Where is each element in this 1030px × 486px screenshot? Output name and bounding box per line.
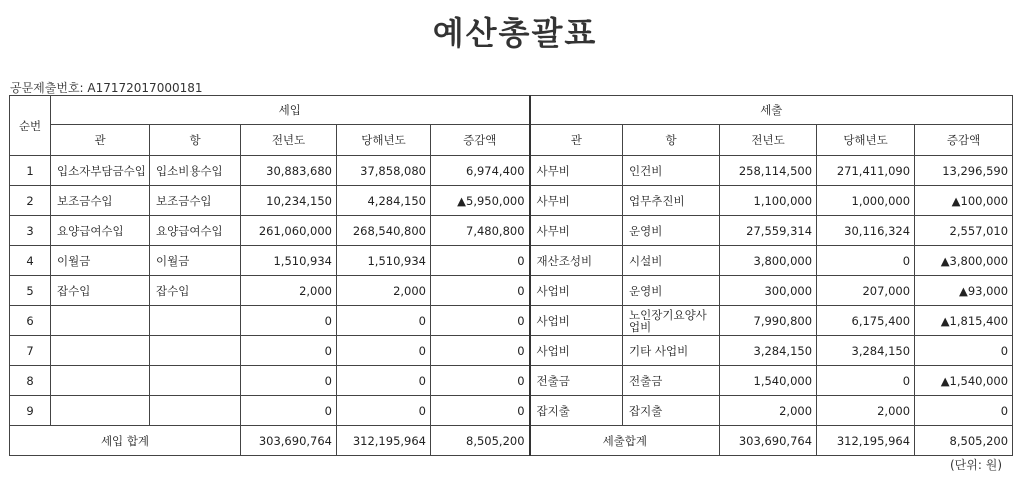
revenue-gwan [51, 366, 150, 396]
row-seq: 7 [10, 336, 51, 366]
revenue-hang: 이월금 [150, 246, 241, 276]
table-row [10, 276, 1013, 306]
revenue-gwan [51, 306, 150, 336]
revenue-change: 0 [431, 276, 530, 306]
expense-change: ▲93,000 [915, 276, 1013, 306]
revenue-change: ▲5,950,000 [431, 186, 530, 216]
revenue-gwan [51, 396, 150, 426]
revenue-curr: 1,510,934 [337, 246, 431, 276]
expense-gwan: 재산조성비 [530, 246, 623, 276]
budget-summary-table [9, 95, 1013, 456]
row-seq: 1 [10, 156, 51, 186]
expense-change: 2,557,010 [915, 216, 1013, 246]
expense-prev: 3,284,150 [720, 336, 817, 366]
header-expense-hang: 항 [623, 125, 720, 156]
expense-change: ▲1,540,000 [915, 366, 1013, 396]
expense-total-curr: 312,195,964 [817, 426, 915, 456]
expense-change: 0 [915, 336, 1013, 366]
revenue-curr: 2,000 [337, 276, 431, 306]
header-expense-curr-year: 당해년도 [817, 125, 915, 156]
revenue-gwan: 요양급여수입 [51, 216, 150, 246]
table-row [10, 216, 1013, 246]
row-seq: 5 [10, 276, 51, 306]
expense-curr: 2,000 [817, 396, 915, 426]
revenue-change: 6,974,400 [431, 156, 530, 186]
expense-prev: 2,000 [720, 396, 817, 426]
header-expense-prev-year: 전년도 [720, 125, 817, 156]
revenue-change: 7,480,800 [431, 216, 530, 246]
expense-prev: 27,559,314 [720, 216, 817, 246]
header-revenue-hang: 항 [150, 125, 241, 156]
revenue-prev: 10,234,150 [241, 186, 337, 216]
revenue-hang [150, 336, 241, 366]
revenue-hang [150, 396, 241, 426]
expense-total-label: 세출합계 [530, 426, 720, 456]
expense-prev: 7,990,800 [720, 306, 817, 336]
revenue-hang: 보조금수입 [150, 186, 241, 216]
revenue-total-curr: 312,195,964 [337, 426, 431, 456]
expense-hang: 업무추진비 [623, 186, 720, 216]
expense-prev: 3,800,000 [720, 246, 817, 276]
table-row [10, 396, 1013, 426]
revenue-total-label: 세입 합계 [10, 426, 241, 456]
header-revenue-curr-year: 당해년도 [337, 125, 431, 156]
expense-curr: 271,411,090 [817, 156, 915, 186]
revenue-hang: 잡수입 [150, 276, 241, 306]
revenue-prev: 0 [241, 366, 337, 396]
table-row [10, 186, 1013, 216]
expense-hang: 운영비 [623, 216, 720, 246]
revenue-curr: 0 [337, 306, 431, 336]
expense-change: 0 [915, 396, 1013, 426]
expense-change: 13,296,590 [915, 156, 1013, 186]
table-row [10, 246, 1013, 276]
header-expense-change: 증감액 [915, 125, 1013, 156]
header-expense-gwan: 관 [530, 125, 623, 156]
revenue-hang [150, 366, 241, 396]
revenue-hang: 입소비용수입 [150, 156, 241, 186]
table-row [10, 366, 1013, 396]
page-title: 예산총괄표 [432, 14, 598, 52]
expense-curr: 0 [817, 246, 915, 276]
revenue-curr: 4,284,150 [337, 186, 431, 216]
expense-hang: 노인장기요양사업비 [623, 306, 720, 336]
expense-hang: 전출금 [623, 366, 720, 396]
revenue-gwan: 잡수입 [51, 276, 150, 306]
revenue-curr: 0 [337, 336, 431, 366]
revenue-prev: 1,510,934 [241, 246, 337, 276]
expense-hang: 기타 사업비 [623, 336, 720, 366]
expense-gwan: 사무비 [530, 186, 623, 216]
revenue-change: 0 [431, 336, 530, 366]
header-revenue-prev-year: 전년도 [241, 125, 337, 156]
expense-total-change: 8,505,200 [915, 426, 1013, 456]
header-revenue-change: 증감액 [431, 125, 530, 156]
revenue-gwan: 이월금 [51, 246, 150, 276]
expense-gwan: 사업비 [530, 306, 623, 336]
expense-curr: 3,284,150 [817, 336, 915, 366]
revenue-change: 0 [431, 396, 530, 426]
revenue-total-change: 8,505,200 [431, 426, 530, 456]
expense-hang: 인건비 [623, 156, 720, 186]
revenue-hang [150, 306, 241, 336]
expense-curr: 1,000,000 [817, 186, 915, 216]
expense-gwan: 사업비 [530, 276, 623, 306]
revenue-gwan [51, 336, 150, 366]
row-seq: 3 [10, 216, 51, 246]
row-seq: 8 [10, 366, 51, 396]
unit-note: (단위: 원) [950, 458, 1002, 472]
table-row [10, 336, 1013, 366]
expense-curr: 207,000 [817, 276, 915, 306]
document-number: 공문제출번호: A17172017000181 [10, 81, 203, 95]
expense-prev: 1,540,000 [720, 366, 817, 396]
expense-hang: 잡지출 [623, 396, 720, 426]
row-seq: 2 [10, 186, 51, 216]
revenue-prev: 0 [241, 336, 337, 366]
table-body [10, 156, 1013, 426]
expense-change: ▲1,815,400 [915, 306, 1013, 336]
header-expense: 세출 [530, 96, 1013, 125]
revenue-prev: 0 [241, 306, 337, 336]
expense-gwan: 전출금 [530, 366, 623, 396]
expense-gwan: 사무비 [530, 216, 623, 246]
revenue-curr: 37,858,080 [337, 156, 431, 186]
row-seq: 4 [10, 246, 51, 276]
revenue-prev: 261,060,000 [241, 216, 337, 246]
revenue-change: 0 [431, 246, 530, 276]
revenue-prev: 0 [241, 396, 337, 426]
expense-change: ▲100,000 [915, 186, 1013, 216]
totals-row [10, 426, 1013, 456]
revenue-total-prev: 303,690,764 [241, 426, 337, 456]
header-revenue-gwan: 관 [51, 125, 150, 156]
row-seq: 6 [10, 306, 51, 336]
table-row [10, 306, 1013, 336]
expense-hang: 시설비 [623, 246, 720, 276]
revenue-change: 0 [431, 306, 530, 336]
revenue-change: 0 [431, 366, 530, 396]
table-row [10, 156, 1013, 186]
expense-prev: 1,100,000 [720, 186, 817, 216]
expense-gwan: 사업비 [530, 336, 623, 366]
expense-total-prev: 303,690,764 [720, 426, 817, 456]
revenue-prev: 30,883,680 [241, 156, 337, 186]
expense-hang: 운영비 [623, 276, 720, 306]
expense-prev: 258,114,500 [720, 156, 817, 186]
header-seq: 순번 [10, 96, 51, 156]
revenue-gwan: 입소자부담금수입 [51, 156, 150, 186]
expense-gwan: 사무비 [530, 156, 623, 186]
expense-curr: 0 [817, 366, 915, 396]
expense-curr: 6,175,400 [817, 306, 915, 336]
expense-curr: 30,116,324 [817, 216, 915, 246]
header-revenue: 세입 [51, 96, 530, 125]
revenue-prev: 2,000 [241, 276, 337, 306]
expense-change: ▲3,800,000 [915, 246, 1013, 276]
revenue-hang: 요양급여수입 [150, 216, 241, 246]
expense-prev: 300,000 [720, 276, 817, 306]
revenue-curr: 0 [337, 366, 431, 396]
revenue-gwan: 보조금수입 [51, 186, 150, 216]
row-seq: 9 [10, 396, 51, 426]
expense-gwan: 잡지출 [530, 396, 623, 426]
revenue-curr: 0 [337, 396, 431, 426]
revenue-curr: 268,540,800 [337, 216, 431, 246]
